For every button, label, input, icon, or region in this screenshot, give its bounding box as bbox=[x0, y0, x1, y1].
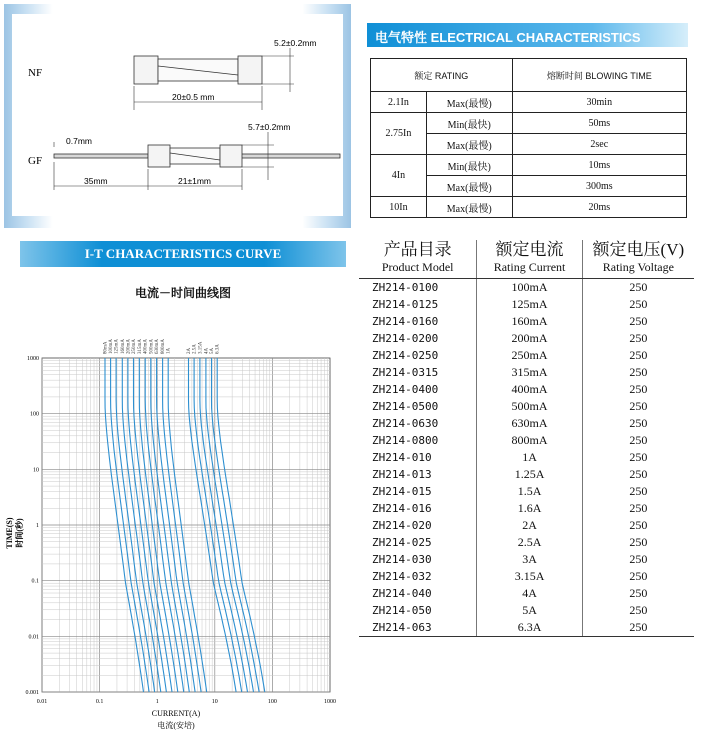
current-cell: 1.6A bbox=[477, 500, 582, 517]
current-cell: 400mA bbox=[477, 381, 582, 398]
current-cell: 1A bbox=[477, 449, 582, 466]
model-cell: ZH214-030 bbox=[359, 551, 477, 568]
model-cell: ZH214-020 bbox=[359, 517, 477, 534]
model-cell: ZH214-0200 bbox=[359, 330, 477, 347]
time-cell: 50ms bbox=[512, 113, 686, 134]
voltage-cell: 250 bbox=[582, 619, 694, 637]
electrical-characteristics-title: 电气特性 ELECTRICAL CHARACTERISTICS bbox=[375, 30, 641, 45]
x-tick-label: 0.1 bbox=[95, 699, 104, 705]
voltage-cell: 250 bbox=[629, 348, 648, 362]
rating-cell: 2.1In bbox=[371, 92, 427, 113]
voltage-cell: 250 bbox=[629, 450, 648, 464]
current-cell: 630mA bbox=[477, 415, 582, 432]
model-cell: ZH214-0400 bbox=[359, 381, 477, 398]
voltage-cell: 250 bbox=[629, 535, 648, 549]
model-cell: ZH214-0160 bbox=[359, 313, 477, 330]
voltage-cell: 250 bbox=[629, 501, 648, 515]
table-row bbox=[359, 534, 694, 551]
curve-rating-label: 630mA bbox=[155, 339, 161, 354]
x-tick-label: 100 bbox=[267, 699, 277, 705]
header-blowing-time: 熔断时间 BLOWING TIME bbox=[512, 59, 686, 92]
product-model-table bbox=[359, 240, 694, 637]
header-rating: 额定 RATING bbox=[371, 59, 513, 92]
product-table-body bbox=[359, 279, 694, 637]
voltage-cell: 250 bbox=[629, 518, 648, 532]
table-row bbox=[359, 347, 694, 364]
nf-diameter-label: 5.2±0.2mm bbox=[274, 38, 317, 48]
table-row bbox=[371, 92, 687, 113]
y-tick-label: 100 bbox=[30, 411, 39, 418]
gf-label: GF bbox=[28, 155, 43, 167]
curve-rating-label: 400mA bbox=[143, 339, 149, 354]
x-tick-label: 1 bbox=[155, 699, 159, 705]
x-axis-label-cn: 电流(安培) bbox=[157, 721, 195, 730]
time-cell: 300ms bbox=[512, 176, 686, 197]
table-row bbox=[359, 466, 694, 483]
current-cell: 315mA bbox=[477, 364, 582, 381]
y-axis-label-cn: 时间(秒) bbox=[15, 518, 24, 548]
y-axis-label: TIME(S) bbox=[5, 517, 14, 549]
model-cell: ZH214-0800 bbox=[359, 432, 477, 449]
current-cell: 1.5A bbox=[477, 483, 582, 500]
x-tick-label: 10 bbox=[211, 699, 218, 705]
table-row bbox=[359, 602, 694, 619]
x-axis-label: CURRENT(A) bbox=[151, 709, 201, 718]
model-cell: ZH214-013 bbox=[359, 466, 477, 483]
curve-rating-label: 1A bbox=[166, 347, 172, 354]
product-table-header bbox=[359, 240, 694, 279]
model-cell: ZH214-015 bbox=[359, 483, 477, 500]
fuse-dimension-drawing bbox=[12, 14, 343, 216]
table-row bbox=[359, 551, 694, 568]
table-row bbox=[359, 381, 694, 398]
table-header-row bbox=[371, 59, 687, 92]
table-row bbox=[359, 415, 694, 432]
voltage-cell: 250 bbox=[629, 280, 648, 294]
nf-fuse-body bbox=[134, 56, 262, 84]
table-row bbox=[359, 364, 694, 381]
nf-label: NF bbox=[28, 67, 43, 79]
time-cell: 20ms bbox=[512, 197, 686, 218]
current-cell: 250mA bbox=[477, 347, 582, 364]
header-rating-voltage: 额定电压(V) Rating Voltage bbox=[582, 240, 694, 279]
time-cell: 10ms bbox=[512, 155, 686, 176]
table-row bbox=[371, 155, 687, 176]
current-cell: 160mA bbox=[477, 313, 582, 330]
curve-rating-label: 2A bbox=[187, 347, 192, 354]
current-cell: 100mA bbox=[477, 279, 582, 297]
y-tick-label: 1 bbox=[36, 523, 39, 529]
current-cell: 5A bbox=[477, 602, 582, 619]
curve-rating-label: 2.5A bbox=[192, 344, 198, 354]
model-cell: ZH214-025 bbox=[359, 534, 477, 551]
it-curve-header bbox=[20, 241, 346, 267]
table-row bbox=[359, 585, 694, 602]
type-cell: Min(最快) bbox=[426, 113, 512, 134]
curve-rating-label: 800mA bbox=[161, 339, 167, 354]
voltage-cell: 250 bbox=[629, 569, 648, 583]
it-curve-title: I-T CHARACTERISTICS CURVE bbox=[84, 246, 282, 261]
voltage-cell: 250 bbox=[629, 484, 648, 498]
model-cell: ZH214-016 bbox=[359, 500, 477, 517]
table-row bbox=[359, 500, 694, 517]
current-cell: 6.3A bbox=[477, 619, 582, 637]
rating-cell: 4In bbox=[371, 155, 427, 197]
y-tick-label: 0.1 bbox=[31, 578, 39, 585]
curve-rating-label: 200mA bbox=[126, 339, 132, 354]
rating-cell: 10In bbox=[371, 197, 427, 218]
current-cell: 500mA bbox=[477, 398, 582, 415]
time-cell: 30min bbox=[512, 92, 686, 113]
time-cell: 2sec bbox=[512, 134, 686, 155]
curve-rating-label: 160mA bbox=[120, 339, 126, 354]
table-row bbox=[359, 483, 694, 500]
table-row bbox=[359, 279, 694, 297]
gf-lead-length-label: 35mm bbox=[84, 176, 108, 186]
curve-rating-label: 100mA bbox=[109, 339, 115, 354]
model-cell: ZH214-0250 bbox=[359, 347, 477, 364]
voltage-cell: 250 bbox=[629, 586, 648, 600]
current-cell: 1.25A bbox=[477, 466, 582, 483]
voltage-cell: 250 bbox=[629, 314, 648, 328]
electrical-characteristics-table bbox=[370, 58, 687, 218]
gf-body-length-label: 21±1mm bbox=[178, 176, 212, 186]
current-cell: 800mA bbox=[477, 432, 582, 449]
dimension-drawing-panel bbox=[4, 4, 351, 228]
table-row bbox=[359, 330, 694, 347]
model-cell: ZH214-0500 bbox=[359, 398, 477, 415]
voltage-cell: 250 bbox=[629, 433, 648, 447]
model-cell: ZH214-040 bbox=[359, 585, 477, 602]
y-tick-label: 10 bbox=[33, 467, 39, 474]
type-cell: Max(最慢) bbox=[426, 134, 512, 155]
curve-rating-label: 4A bbox=[204, 347, 210, 354]
model-cell: ZH214-0630 bbox=[359, 415, 477, 432]
dimension-drawing-area bbox=[12, 14, 343, 216]
rating-cell: 2.75In bbox=[371, 113, 427, 155]
type-cell: Max(最慢) bbox=[426, 92, 512, 113]
model-cell: ZH214-032 bbox=[359, 568, 477, 585]
table-row bbox=[359, 313, 694, 330]
current-cell: 2A bbox=[477, 517, 582, 534]
electrical-characteristics-header bbox=[367, 23, 688, 47]
curve-rating-label: 80mA bbox=[103, 341, 109, 354]
chart-grid bbox=[42, 358, 330, 692]
chart-title: 电流－时间曲线图 bbox=[134, 286, 231, 300]
curve-rating-label: 125mA bbox=[114, 339, 120, 354]
x-tick-label: 0.01 bbox=[36, 699, 48, 705]
curve-rating-label: 250mA bbox=[132, 339, 137, 354]
model-cell: ZH214-010 bbox=[359, 449, 477, 466]
model-cell: ZH214-063 bbox=[359, 619, 477, 637]
voltage-cell: 250 bbox=[629, 297, 648, 311]
header-product-model: 产品目录 Product Model bbox=[359, 240, 477, 279]
y-tick-label: 0.001 bbox=[25, 690, 39, 696]
voltage-cell: 250 bbox=[629, 603, 648, 617]
model-cell: ZH214-050 bbox=[359, 602, 477, 619]
current-cell: 2.5A bbox=[477, 534, 582, 551]
model-cell: ZH214-0315 bbox=[359, 364, 477, 381]
current-cell: 125mA bbox=[477, 296, 582, 313]
it-characteristics-chart bbox=[0, 300, 350, 744]
table-row bbox=[359, 449, 694, 466]
type-cell: Max(最慢) bbox=[426, 197, 512, 218]
model-cell: ZH214-0125 bbox=[359, 296, 477, 313]
nf-length-label: 20±0.5 mm bbox=[172, 92, 215, 102]
current-cell: 200mA bbox=[477, 330, 582, 347]
table-row bbox=[359, 517, 694, 534]
table-row bbox=[371, 113, 687, 134]
table-row bbox=[359, 432, 694, 449]
table-row bbox=[359, 568, 694, 585]
table-row bbox=[359, 619, 694, 637]
table-row bbox=[371, 197, 687, 218]
curve-rating-label: 315mA bbox=[137, 339, 143, 354]
voltage-cell: 250 bbox=[629, 552, 648, 566]
curve-rating-label: 5A bbox=[210, 347, 215, 354]
y-tick-label: 1000 bbox=[27, 356, 39, 362]
voltage-cell: 250 bbox=[629, 467, 648, 481]
curve-rating-label: 6.3A bbox=[215, 344, 221, 354]
voltage-cell: 250 bbox=[629, 365, 648, 379]
table-row bbox=[359, 296, 694, 313]
type-cell: Min(最快) bbox=[426, 155, 512, 176]
curve-rating-label: 3.15A bbox=[198, 341, 204, 354]
y-tick-label: 0.01 bbox=[28, 634, 39, 641]
voltage-cell: 250 bbox=[629, 416, 648, 430]
header-rating-current: 额定电流 Rating Current bbox=[477, 240, 582, 279]
type-cell: Max(最慢) bbox=[426, 176, 512, 197]
current-cell: 3A bbox=[477, 551, 582, 568]
current-cell: 3.15A bbox=[477, 568, 582, 585]
model-cell: ZH214-0100 bbox=[359, 279, 477, 297]
gf-diameter-label: 5.7±0.2mm bbox=[248, 122, 291, 132]
voltage-cell: 250 bbox=[629, 331, 648, 345]
gf-fuse-body bbox=[54, 145, 340, 167]
voltage-cell: 250 bbox=[629, 382, 648, 396]
curve-rating-label: 500mA bbox=[149, 339, 155, 354]
voltage-cell: 250 bbox=[629, 399, 648, 413]
x-tick-label: 1000 bbox=[324, 699, 336, 705]
current-cell: 4A bbox=[477, 585, 582, 602]
table-row bbox=[359, 398, 694, 415]
gf-lead-diameter-label: 0.7mm bbox=[66, 136, 92, 146]
